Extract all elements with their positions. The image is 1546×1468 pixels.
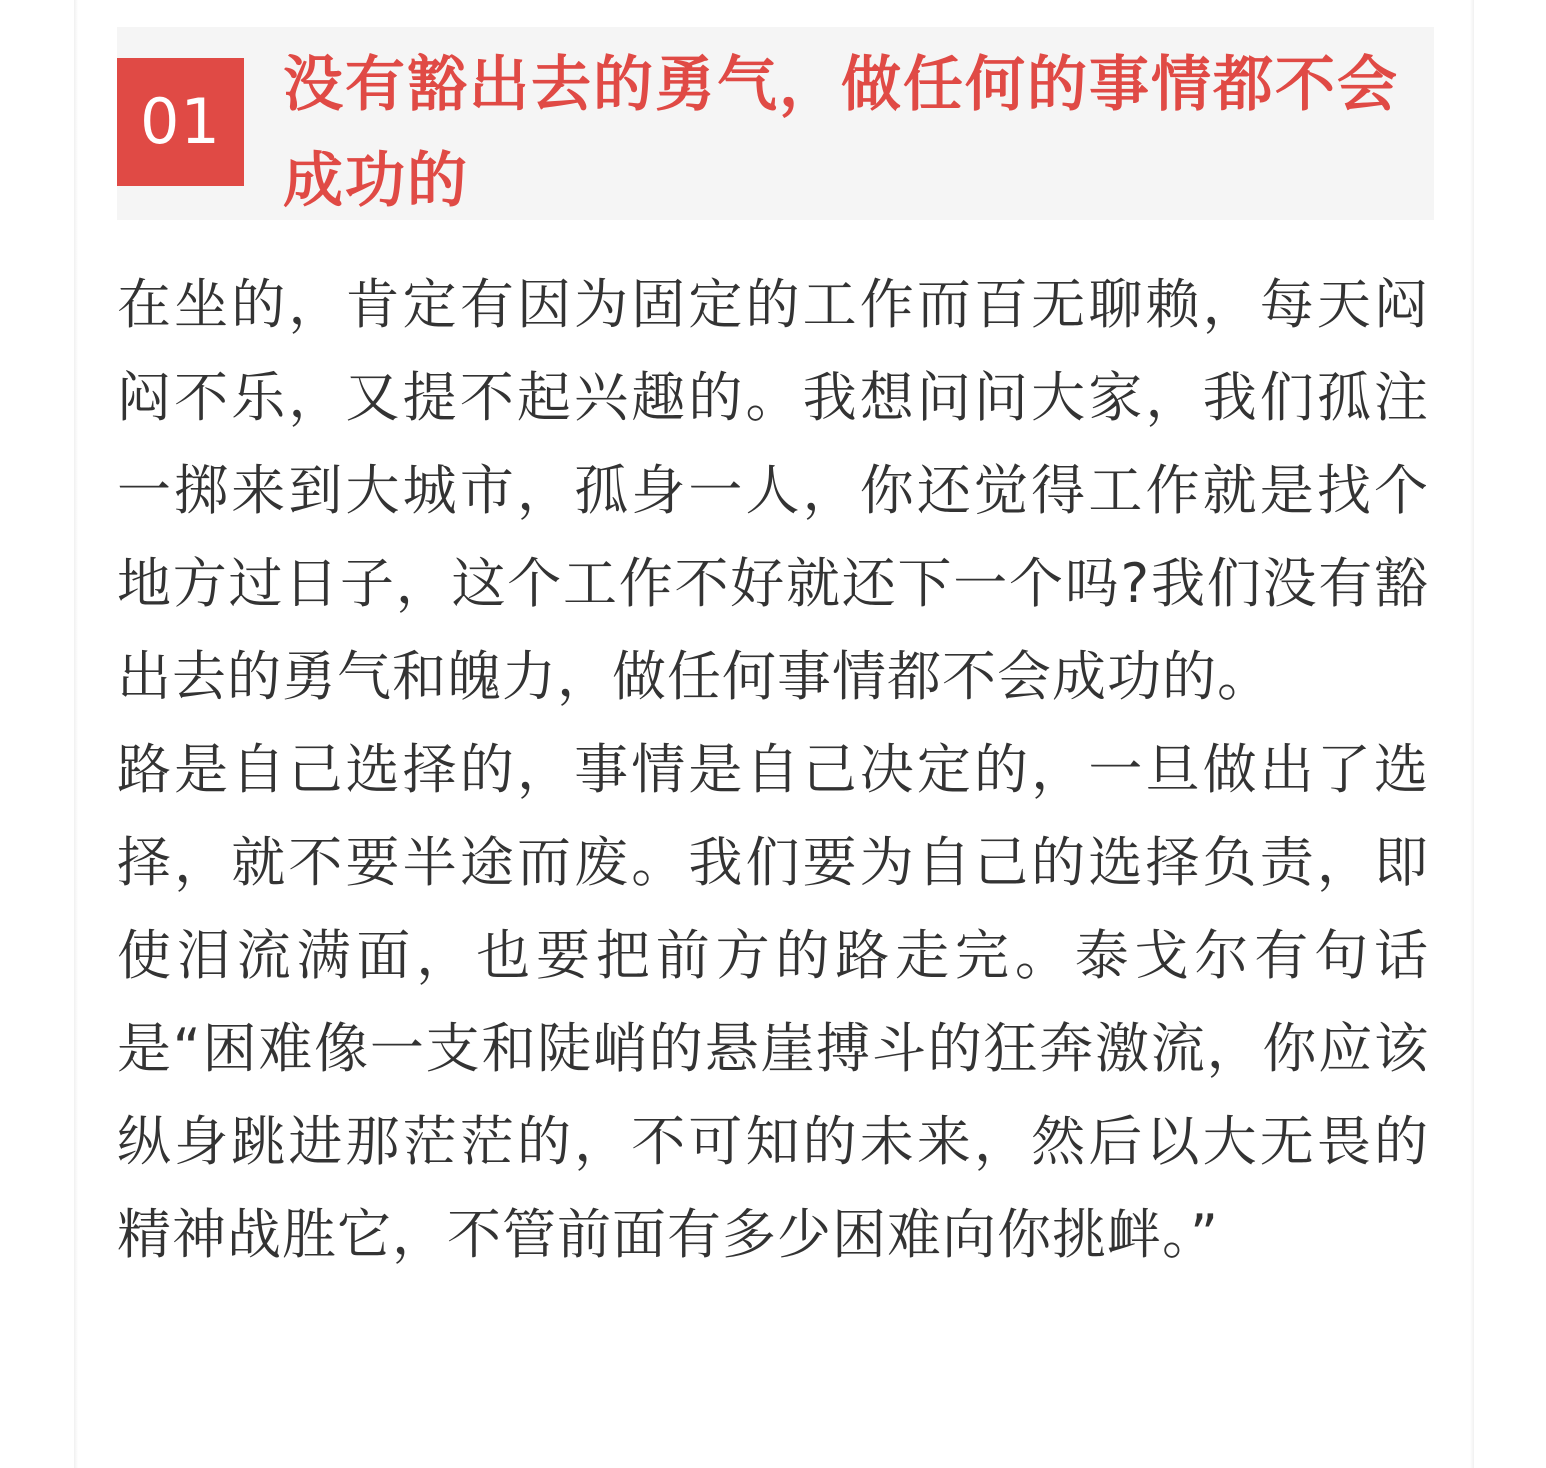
card-left-edge bbox=[74, 0, 78, 1468]
section-number-badge: 01 bbox=[117, 58, 244, 186]
card-right-edge bbox=[1470, 0, 1474, 1468]
article-body bbox=[117, 258, 1429, 1281]
section-title: 没有豁出去的勇气，做任何的事情都不会成功的 bbox=[283, 50, 1399, 216]
body-paragraph-2: 路是自己选择的，事情是自己决定的，一旦做出了选择，就不要半途而废。我们要为自己的选择负责，即使泪流满面，也要把前方的路走完。泰戈尔有句话是“困难像一支和陡峭的悬崖搏斗的狂奔激流，你应该纵身跳进那茫茫的，不可知的未来，然后以大无畏的精神战胜它，不管前面有多少困难向你挑衅。” bbox=[117, 738, 1429, 1266]
body-paragraph-1: 在坐的，肯定有因为固定的工作而百无聊赖，每天闷闷不乐，又提不起兴趣的。我想问问大家，我们孤注一掷来到大城市，孤身一人，你还觉得工作就是找个地方过日子，这个工作不好就还下一个吗?我们没有豁出去的勇气和魄力，做任何事情都不会成功的。 bbox=[117, 273, 1429, 708]
section-header bbox=[117, 27, 1434, 220]
